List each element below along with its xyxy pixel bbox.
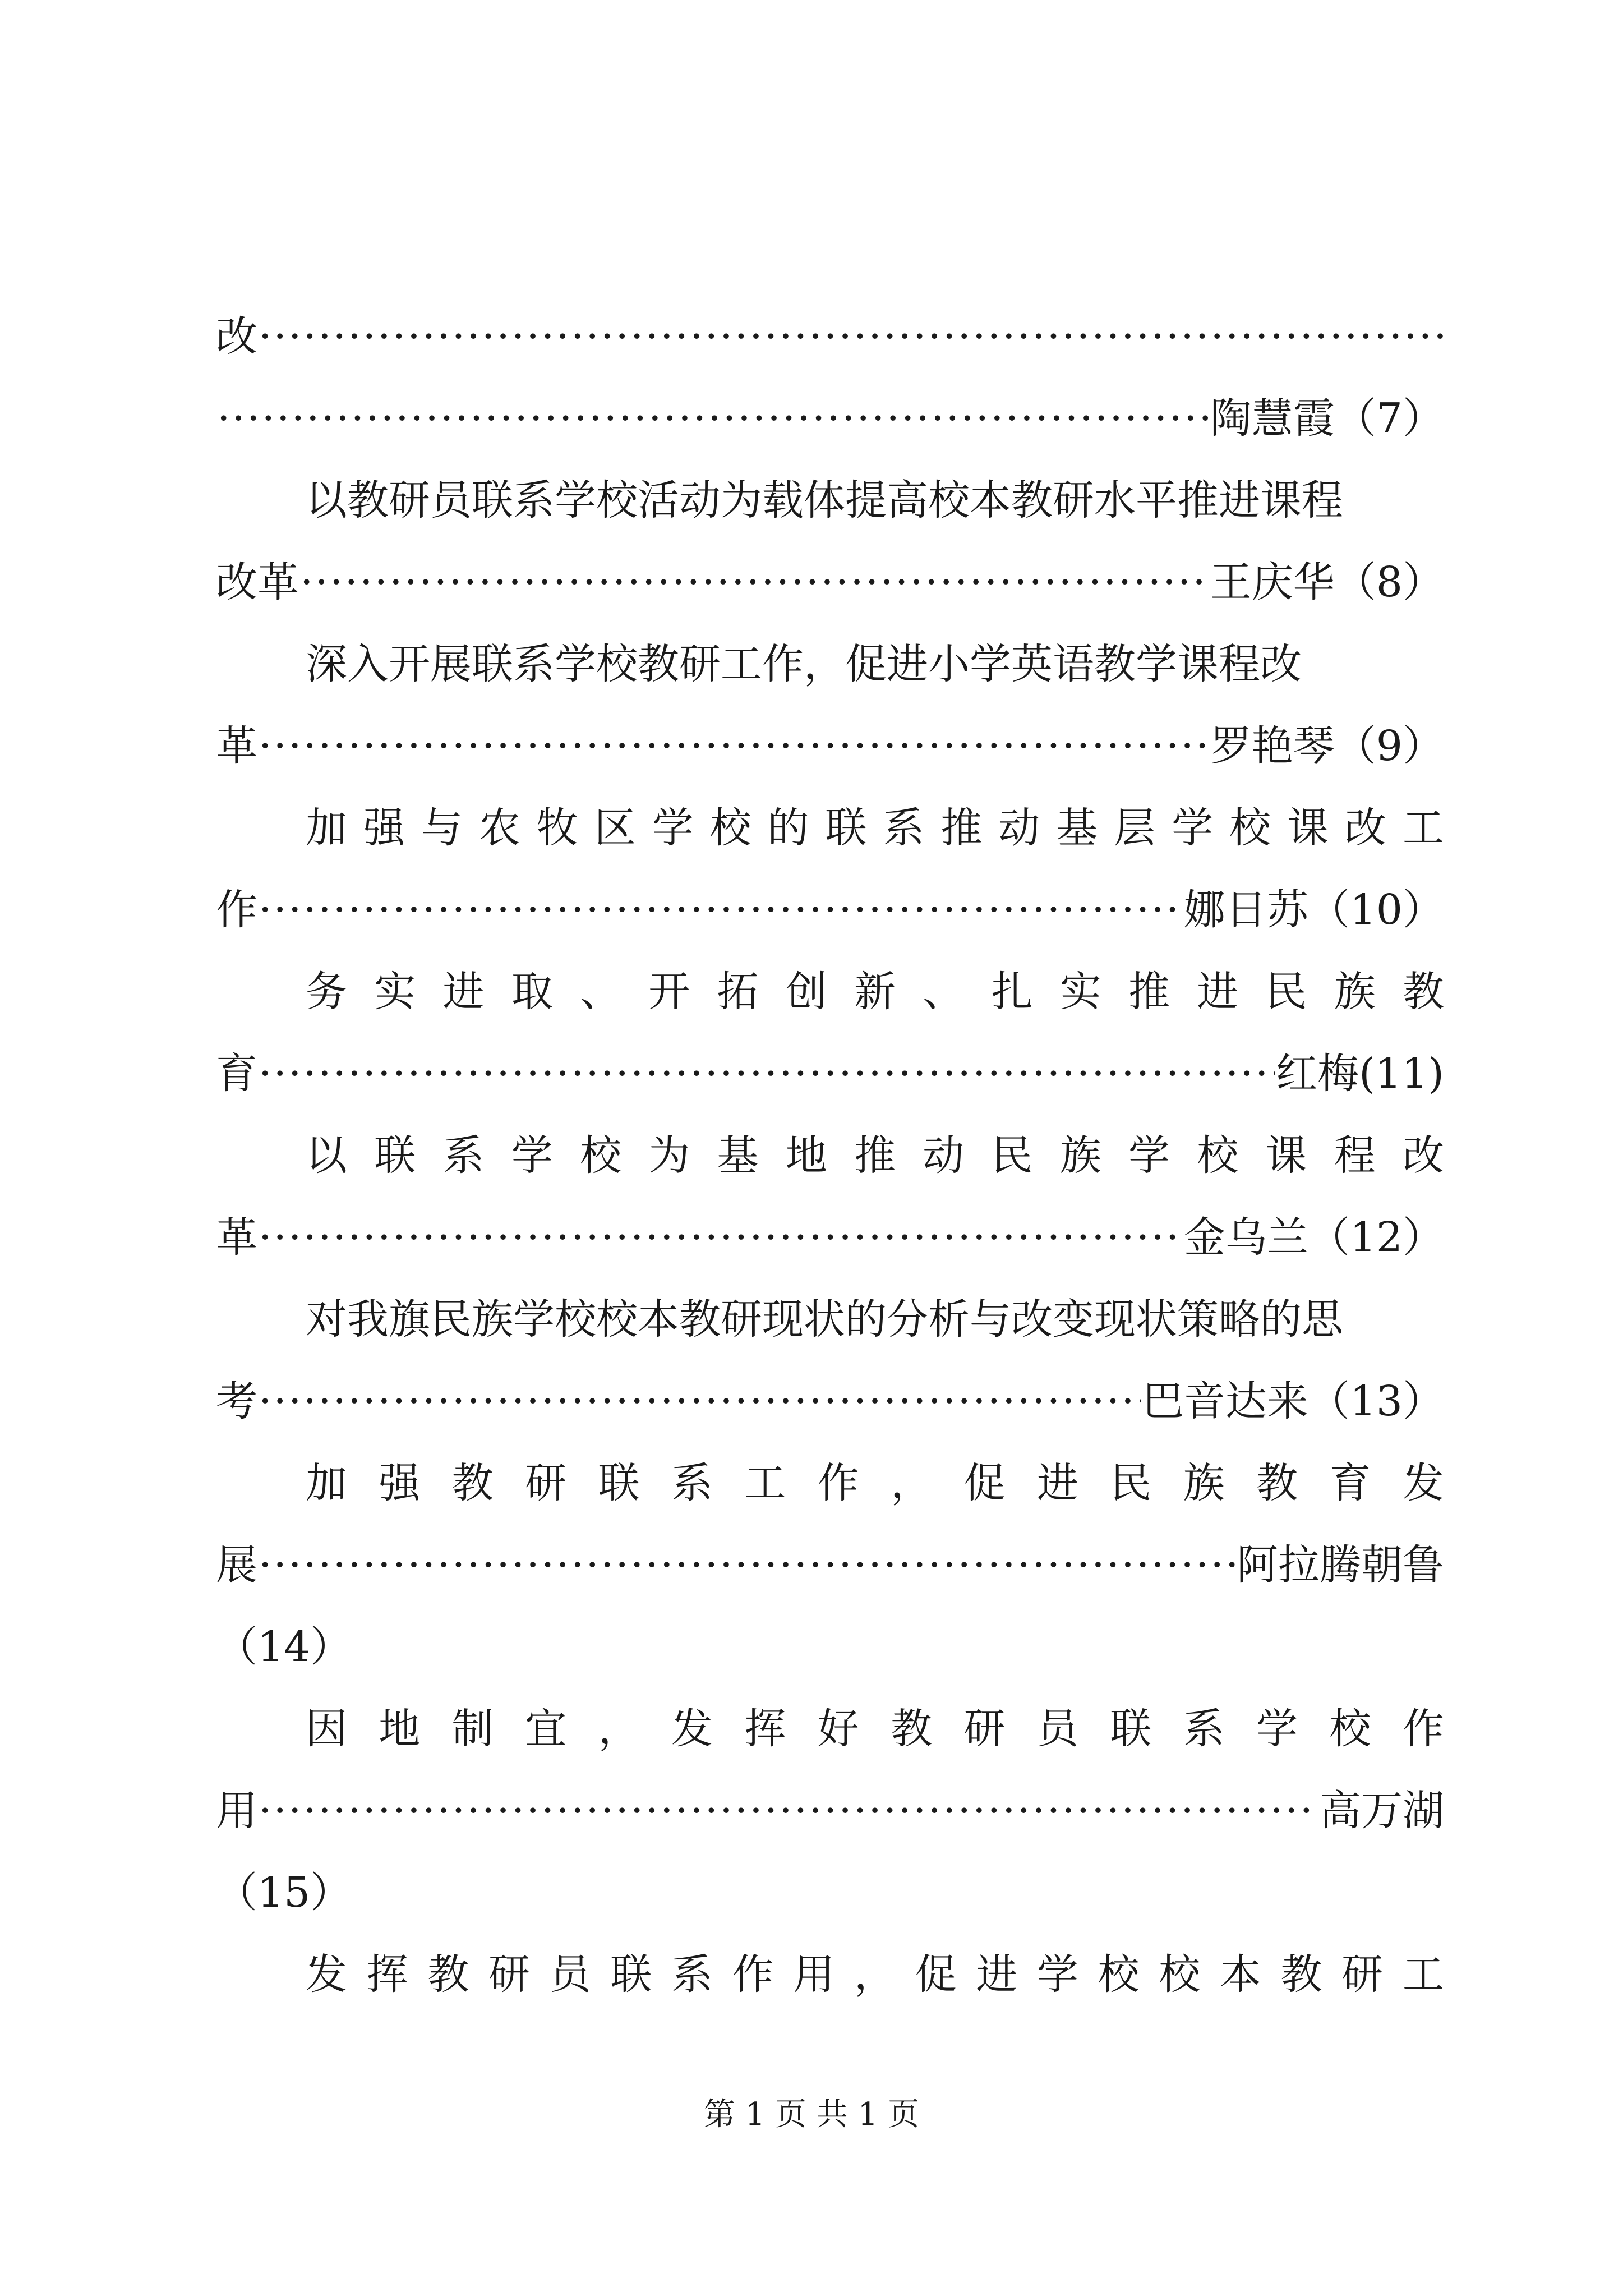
- toc-entry-title: 深入开展联系学校教研工作，促进小学英语教学课程改: [306, 640, 1302, 688]
- toc-title-char: 进: [1197, 968, 1239, 1016]
- toc-entry-head: 用: [216, 1787, 257, 1835]
- toc-title-char: 、: [923, 968, 965, 1016]
- toc-title-char: 动: [923, 1131, 965, 1180]
- toc-title-char: ，: [891, 1459, 933, 1507]
- toc-title-char: 系: [883, 804, 925, 852]
- toc-title-char: 牧: [536, 804, 578, 852]
- toc-entry-leader-line: [216, 1195, 1444, 1280]
- toc-title-char: 教: [1256, 1459, 1298, 1507]
- toc-title-char: 加: [306, 1459, 347, 1507]
- toc-title-char: 基: [717, 1131, 759, 1180]
- toc-title-char: 工: [744, 1459, 786, 1507]
- toc-title-char: 研: [963, 1705, 1006, 1753]
- toc-entry-head: 改革: [216, 558, 299, 606]
- toc-title-char: 员: [1036, 1705, 1078, 1753]
- toc-title-char: 民: [991, 1131, 1033, 1180]
- toc-title-char: 实: [1059, 968, 1101, 1016]
- toc-entry-title: 对我旗民族学校校本教研现状的分析与改变现状策略的思: [306, 1295, 1343, 1343]
- toc-title-char: 强: [379, 1459, 421, 1507]
- toc-title-char: 促: [963, 1459, 1006, 1507]
- toc-entry-title: [306, 1687, 1444, 1771]
- toc-title-char: 地: [785, 1131, 827, 1180]
- toc-title-char: 以: [306, 1131, 347, 1180]
- toc-entry-title: 以教研员联系学校活动为载体提高校本教研水平推进课程: [306, 476, 1343, 524]
- toc-title-char: 发: [671, 1705, 713, 1753]
- toc-title-char: 好: [817, 1705, 859, 1753]
- toc-title-char: 工: [1402, 1950, 1444, 1999]
- dot-leader: [259, 1359, 1141, 1443]
- dot-leader: [259, 1195, 1183, 1280]
- dot-leader: [259, 868, 1183, 952]
- toc-title-char: 学: [1128, 1131, 1170, 1180]
- toc-title-char: 联: [1110, 1705, 1152, 1753]
- toc-entry-head: 作: [216, 886, 257, 934]
- toc-title-char: 、: [580, 968, 621, 1016]
- toc-title-char: 促: [915, 1950, 957, 1999]
- dot-leader: [259, 704, 1209, 788]
- toc-title-char: 推: [854, 1131, 896, 1180]
- toc-entry-leader-line: [216, 540, 1444, 624]
- toc-title-char: ，: [598, 1705, 640, 1753]
- toc-entry-title: [306, 786, 1444, 870]
- toc-title-char: 教: [891, 1705, 933, 1753]
- toc-title-char: 教: [1403, 968, 1444, 1016]
- dot-leader: [217, 376, 1209, 461]
- toc-title-char: 课: [1265, 1131, 1307, 1180]
- toc-title-char: 研: [525, 1459, 567, 1507]
- toc-title-char: 系: [1183, 1705, 1225, 1753]
- toc-entry-author-page: 金乌兰（12）: [1183, 1213, 1444, 1262]
- toc-title-char: 教: [427, 1950, 469, 1999]
- toc-title-char: 族: [1059, 1131, 1101, 1180]
- toc-entry-title: [306, 950, 1444, 1034]
- toc-title-char: 因: [306, 1705, 347, 1753]
- toc-entry-leader-line: [216, 1769, 1444, 1853]
- toc-title-char: 推: [940, 804, 983, 852]
- toc-title-char: 课: [1287, 804, 1329, 852]
- toc-title-char: 加: [306, 804, 347, 852]
- toc-entry-head: 考: [216, 1377, 257, 1425]
- toc-entry-author-page: 红梅(11): [1276, 1050, 1444, 1098]
- toc-title-char: 校: [580, 1131, 621, 1180]
- toc-title-char: 拓: [717, 968, 759, 1016]
- toc-entry-title: [306, 1441, 1444, 1525]
- toc-title-char: 作: [817, 1459, 859, 1507]
- toc-entry-author-page: 高万湖: [1320, 1787, 1444, 1835]
- toc-title-char: ，: [854, 1950, 896, 1999]
- toc-title-char: 挥: [744, 1705, 786, 1753]
- toc-title-char: 联: [825, 804, 867, 852]
- toc-title-char: 的: [767, 804, 809, 852]
- toc-title-char: 系: [671, 1950, 713, 1999]
- toc-title-char: 联: [610, 1950, 652, 1999]
- dot-leader: [259, 295, 1443, 379]
- toc-entry-author-page: 娜日苏（10）: [1183, 886, 1444, 934]
- toc-title-char: 推: [1128, 968, 1170, 1016]
- toc-title-char: 育: [1329, 1459, 1371, 1507]
- toc-entry-author-page: 王庆华（8）: [1210, 558, 1444, 606]
- toc-title-char: 改: [1403, 1131, 1444, 1180]
- toc-title-char: 开: [648, 968, 690, 1016]
- toc-entry-title: [306, 1114, 1444, 1198]
- toc-entry-author-page: 阿拉腾朝鲁: [1237, 1541, 1444, 1589]
- toc-title-char: 进: [1036, 1459, 1078, 1507]
- toc-title-char: 校: [1197, 1131, 1239, 1180]
- toc-title-char: 学: [652, 804, 694, 852]
- toc-title-char: 作: [732, 1950, 774, 1999]
- toc-entry-author-page: 罗艳琴（9）: [1210, 722, 1444, 770]
- toc-entry-head: 展: [216, 1541, 257, 1589]
- toc-entry-leader-line: [216, 376, 1444, 461]
- toc-entry-author-page: 陶慧霞（7）: [1210, 394, 1444, 443]
- toc-title-char: 务: [306, 968, 347, 1016]
- toc-entry-title: [306, 1932, 1444, 2017]
- toc-title-char: 农: [478, 804, 520, 852]
- toc-entry-leader-line: [216, 868, 1444, 952]
- toc-title-char: 动: [998, 804, 1040, 852]
- toc-title-char: 用: [793, 1950, 835, 1999]
- toc-title-char: 与: [421, 804, 463, 852]
- dot-leader: [259, 1523, 1235, 1607]
- toc-title-char: 进: [976, 1950, 1018, 1999]
- toc-title-char: 地: [379, 1705, 421, 1753]
- toc-title-char: 为: [648, 1131, 690, 1180]
- toc-title-char: 员: [549, 1950, 591, 1999]
- toc-entry-head: 革: [216, 1213, 257, 1262]
- toc-title-char: 系: [442, 1131, 485, 1180]
- toc-title-char: 校: [709, 804, 751, 852]
- toc-title-char: 工: [1402, 804, 1444, 852]
- dot-leader: [259, 1769, 1318, 1853]
- dot-leader: [300, 540, 1209, 624]
- toc-title-char: 教: [1280, 1950, 1322, 1999]
- toc-title-char: 校: [1329, 1705, 1371, 1753]
- toc-title-char: 发: [306, 1950, 347, 1999]
- toc-title-char: 校: [1098, 1950, 1140, 1999]
- toc-entry-head: 育: [216, 1050, 257, 1098]
- toc-title-char: 实: [374, 968, 416, 1016]
- toc-title-char: 新: [854, 968, 896, 1016]
- toc-title-char: 学: [1172, 804, 1214, 852]
- toc-entry-page-number: （15）: [216, 1869, 352, 1917]
- toc-title-char: 发: [1402, 1459, 1444, 1507]
- toc-entry-author-page: 巴音达来（13）: [1142, 1377, 1444, 1425]
- toc-title-char: 扎: [991, 968, 1033, 1016]
- toc-title-char: 学: [511, 1131, 553, 1180]
- toc-title-char: 联: [374, 1131, 416, 1180]
- toc-entry-leader-line: [216, 295, 1444, 379]
- toc-title-char: 学: [1256, 1705, 1298, 1753]
- toc-title-char: 学: [1036, 1950, 1078, 1999]
- toc-entry-leader-line: [216, 1523, 1444, 1607]
- toc-title-char: 系: [671, 1459, 713, 1507]
- toc-title-char: 族: [1334, 968, 1376, 1016]
- toc-title-char: 校: [1159, 1950, 1201, 1999]
- toc-title-char: 取: [511, 968, 553, 1016]
- dot-leader: [259, 1032, 1275, 1116]
- toc-entry-leader-line: [216, 1032, 1444, 1116]
- toc-title-char: 教: [451, 1459, 494, 1507]
- toc-title-char: 基: [1056, 804, 1098, 852]
- toc-title-char: 联: [598, 1459, 640, 1507]
- toc-title-char: 作: [1402, 1705, 1444, 1753]
- toc-entry-head: 革: [216, 722, 257, 770]
- toc-title-char: 进: [442, 968, 485, 1016]
- toc-title-char: 校: [1229, 804, 1271, 852]
- toc-title-char: 民: [1110, 1459, 1152, 1507]
- toc-title-char: 创: [785, 968, 827, 1016]
- toc-title-char: 宜: [525, 1705, 567, 1753]
- toc-title-char: 制: [451, 1705, 494, 1753]
- toc-entry-head: 改: [216, 312, 257, 361]
- toc-title-char: 挥: [366, 1950, 408, 1999]
- toc-title-char: 研: [488, 1950, 530, 1999]
- toc-entry-leader-line: [216, 1359, 1444, 1443]
- toc-title-char: 族: [1183, 1459, 1225, 1507]
- toc-entry-leader-line: [216, 704, 1444, 788]
- toc-title-char: 层: [1114, 804, 1156, 852]
- toc-title-char: 区: [594, 804, 636, 852]
- toc-title-char: 本: [1219, 1950, 1261, 1999]
- toc-title-char: 研: [1341, 1950, 1384, 1999]
- toc-title-char: 强: [363, 804, 405, 852]
- toc-title-char: 程: [1334, 1131, 1376, 1180]
- toc-entry-page-number: （14）: [216, 1623, 352, 1671]
- toc-title-char: 民: [1265, 968, 1307, 1016]
- page-footer: 第 1 页 共 1 页: [703, 2096, 920, 2133]
- toc-title-char: 改: [1344, 804, 1386, 852]
